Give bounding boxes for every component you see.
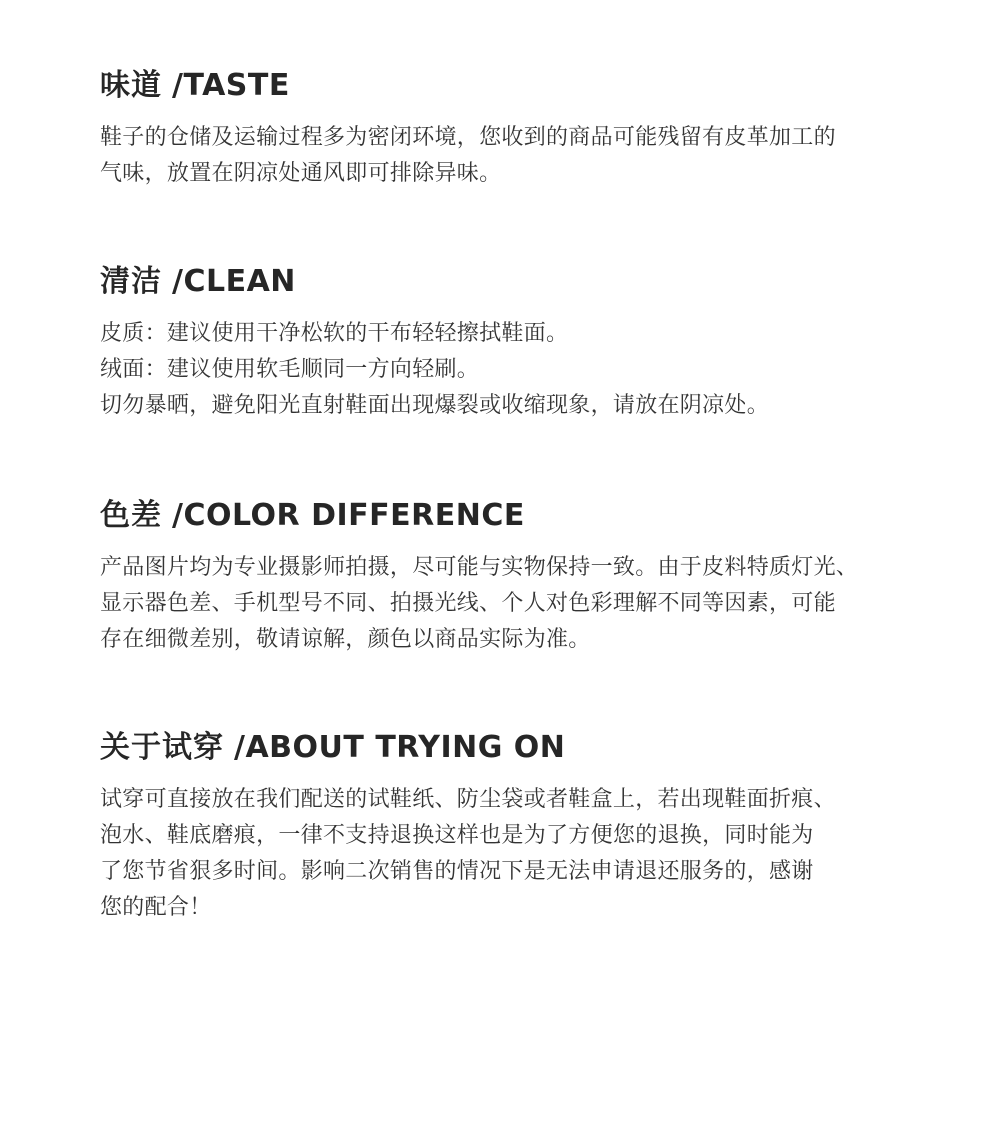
heading-cn: 关于试穿	[100, 730, 224, 765]
section-body-trying-on	[100, 782, 900, 926]
section-heading-clean	[100, 262, 900, 302]
paragraph-line: 存在细微差别，敬请谅解，颜色以商品实际为准。	[100, 627, 591, 652]
paragraph-line: 鞋子的仓储及运输过程多为密闭环境，您收到的商品可能残留有皮革加工的	[100, 125, 836, 150]
paragraph-line: 绒面：建议使用软毛顺同一方向轻刷。	[100, 357, 480, 382]
heading-en: /TASTE	[172, 68, 290, 103]
paragraph-line: 气味，放置在阴凉处通风即可排除异味。	[100, 161, 502, 186]
section-body-color-difference	[100, 550, 900, 658]
section-trying-on	[100, 728, 900, 926]
section-body-clean	[100, 316, 900, 424]
heading-cn: 清洁	[100, 264, 162, 299]
section-heading-trying-on	[100, 728, 900, 768]
section-clean	[100, 262, 900, 424]
paragraph-line: 切勿暴晒，避免阳光直射鞋面出现爆裂或收缩现象，请放在阴凉处。	[100, 393, 770, 418]
heading-cn: 味道	[100, 68, 162, 103]
section-heading-taste	[100, 66, 900, 106]
paragraph-line: 皮质：建议使用干净松软的干布轻轻擦拭鞋面。	[100, 321, 569, 346]
section-body-taste	[100, 120, 900, 192]
heading-cn: 色差	[100, 498, 162, 533]
paragraph-line: 显示器色差、手机型号不同、拍摄光线、个人对色彩理解不同等因素，可能	[100, 591, 836, 616]
paragraph-line: 产品图片均为专业摄影师拍摄，尽可能与实物保持一致。由于皮料特质灯光、	[100, 555, 859, 580]
heading-en: /CLEAN	[172, 264, 296, 299]
heading-en: /ABOUT TRYING ON	[234, 730, 566, 765]
section-heading-color-difference	[100, 496, 900, 536]
section-taste	[100, 66, 900, 192]
paragraph-line: 泡水、鞋底磨痕，一律不支持退换这样也是为了方便您的退换，同时能为	[100, 823, 814, 848]
paragraph-line: 了您节省狠多时间。影响二次销售的情况下是无法申请退还服务的，感谢	[100, 859, 814, 884]
heading-en: /COLOR DIFFERENCE	[172, 498, 525, 533]
paragraph-line: 试穿可直接放在我们配送的试鞋纸、防尘袋或者鞋盒上，若出现鞋面折痕、	[100, 787, 836, 812]
section-color-difference	[100, 496, 900, 658]
paragraph-line: 您的配合！	[100, 895, 212, 920]
